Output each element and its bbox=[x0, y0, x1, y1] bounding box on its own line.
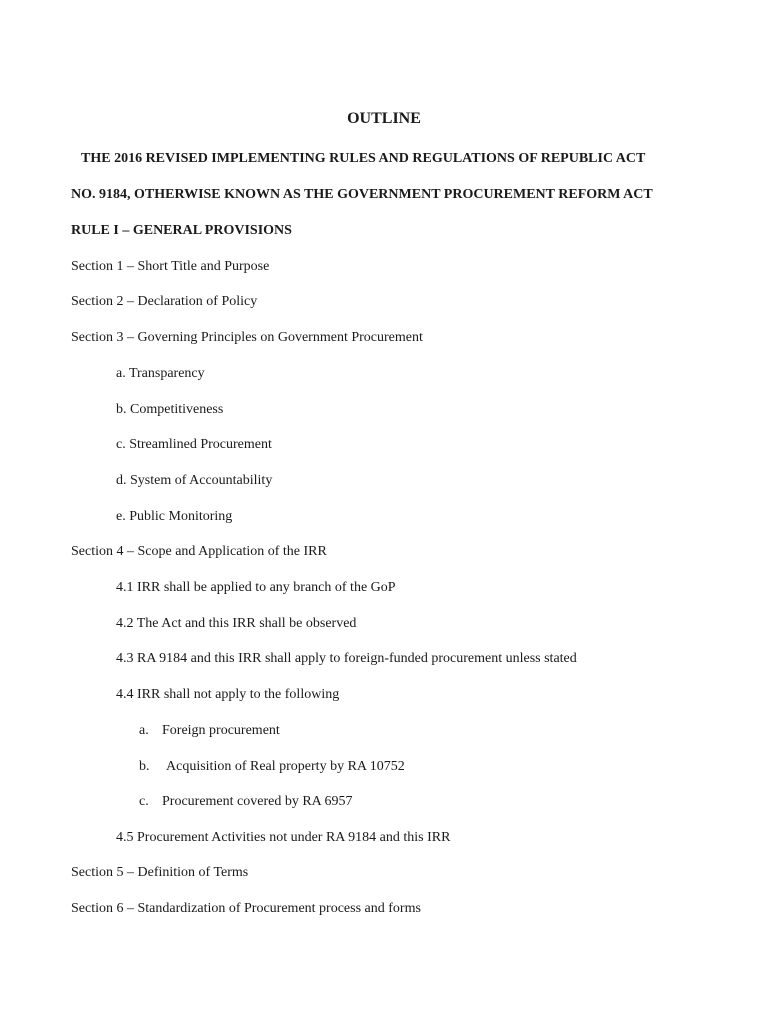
section-6: Section 6 – Standardization of Procurement process and forms bbox=[71, 901, 421, 916]
section-3-item: e. Public Monitoring bbox=[116, 509, 233, 524]
page-title: OUTLINE bbox=[347, 110, 421, 127]
section-4-item: 4.4 IRR shall not apply to the following bbox=[116, 687, 340, 702]
section-3-item: c. Streamlined Procurement bbox=[116, 437, 272, 452]
exclusion-text: Foreign procurement bbox=[162, 723, 280, 738]
exclusion-text: Procurement covered by RA 6957 bbox=[162, 794, 353, 809]
section-4-item: 4.2 The Act and this IRR shall be observed bbox=[116, 616, 357, 631]
rule-heading: RULE I – GENERAL PROVISIONS bbox=[71, 223, 292, 238]
exclusion-text: Acquisition of Real property by RA 10752 bbox=[166, 759, 405, 774]
section-3-item: d. System of Accountability bbox=[116, 473, 273, 488]
exclusion-item bbox=[139, 758, 405, 776]
exclusion-marker: a. bbox=[139, 723, 149, 738]
exclusion-marker: b. bbox=[139, 759, 150, 774]
section-4-item: 4.1 IRR shall be applied to any branch of the GoP bbox=[116, 580, 396, 595]
exclusion-item bbox=[139, 793, 353, 811]
section-4-item: 4.3 RA 9184 and this IRR shall apply to foreign-funded procurement unless stated bbox=[116, 651, 577, 666]
section-2: Section 2 – Declaration of Policy bbox=[71, 294, 258, 309]
section-5: Section 5 – Definition of Terms bbox=[71, 865, 249, 880]
section-4: Section 4 – Scope and Application of the IRR bbox=[71, 544, 327, 559]
section-3-item: a. Transparency bbox=[116, 366, 205, 381]
section-1: Section 1 – Short Title and Purpose bbox=[71, 259, 270, 274]
section-4-item: 4.5 Procurement Activities not under RA 9184 and this IRR bbox=[116, 830, 451, 845]
act-heading-line-2: NO. 9184, OTHERWISE KNOWN AS THE GOVERNMENT PROCUREMENT REFORM ACT bbox=[71, 187, 653, 202]
exclusion-marker: c. bbox=[139, 794, 149, 809]
act-heading-line-1: THE 2016 REVISED IMPLEMENTING RULES AND REGULATIONS OF REPUBLIC ACT bbox=[81, 151, 646, 166]
section-3: Section 3 – Governing Principles on Government Procurement bbox=[71, 330, 423, 345]
exclusion-item bbox=[139, 722, 280, 740]
section-3-item: b. Competitiveness bbox=[116, 402, 224, 417]
